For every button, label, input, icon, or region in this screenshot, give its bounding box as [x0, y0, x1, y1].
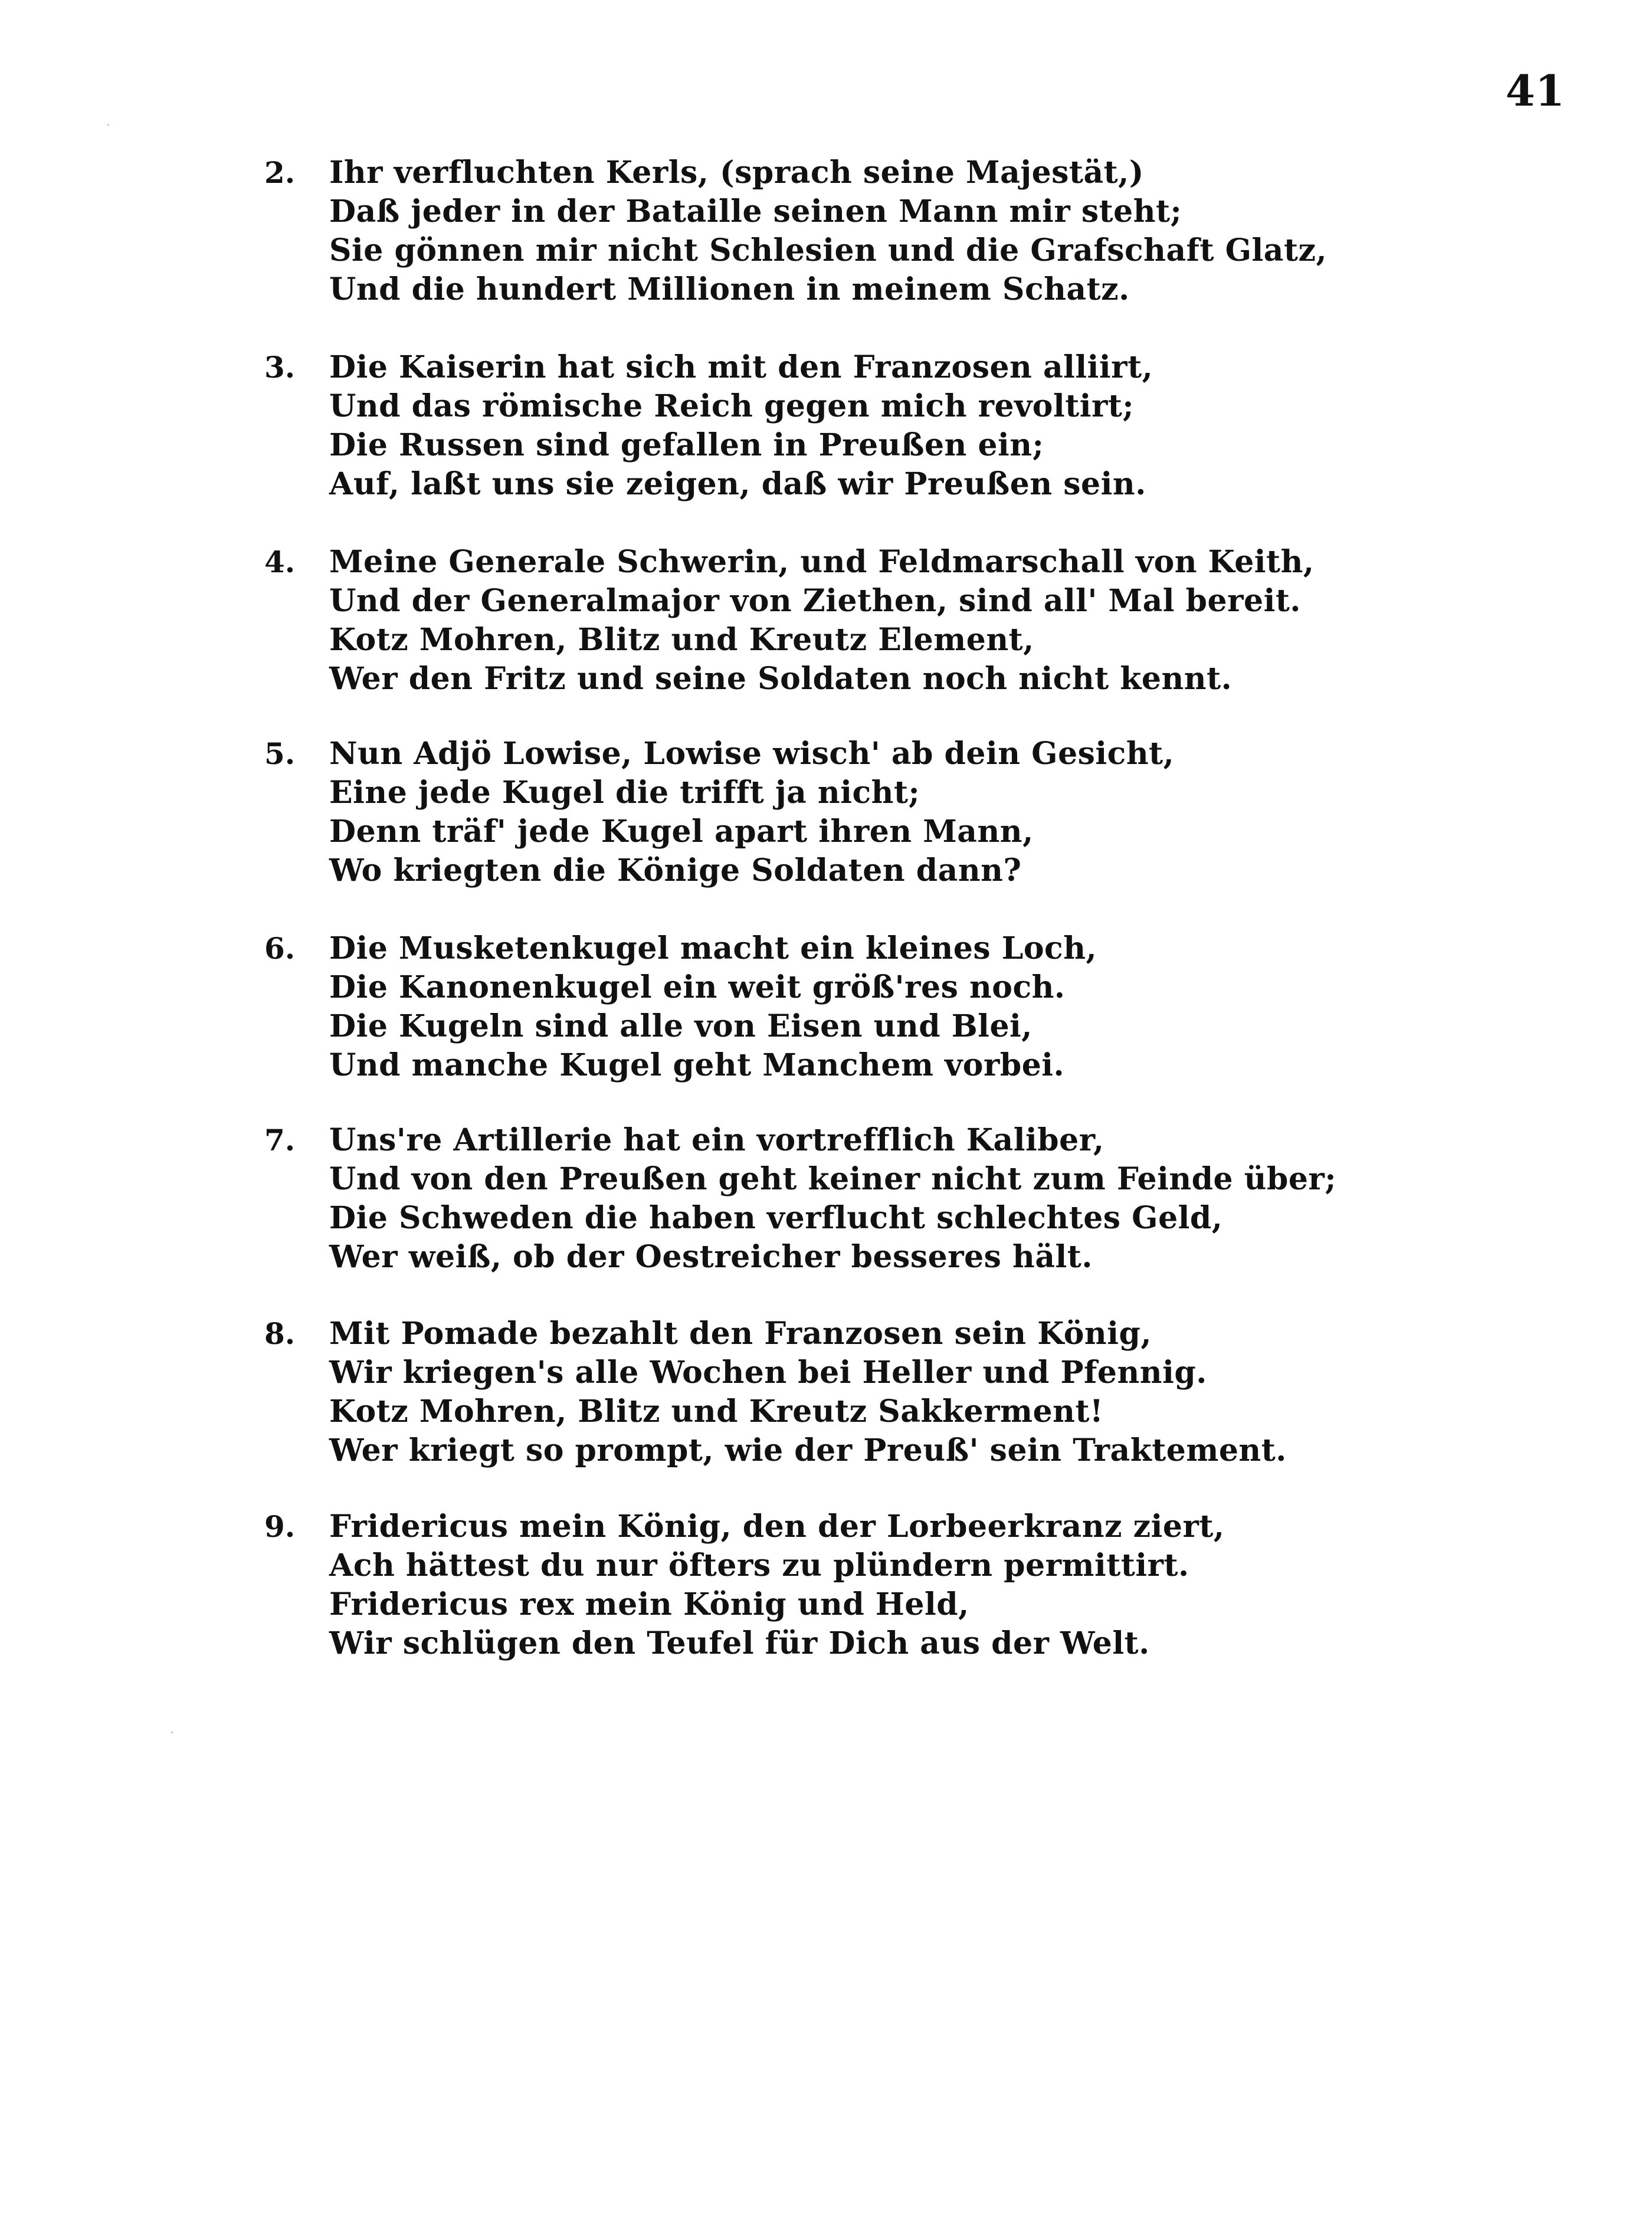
paper-speck [171, 1732, 173, 1733]
verse-line: Die Kugeln sind alle von Eisen und Blei, [329, 1008, 1032, 1044]
stanza-lines [329, 735, 1580, 890]
verse-line: Meine Generale Schwerin, und Feldmarschall von Keith, [329, 544, 1315, 580]
stanza-lines [329, 153, 1580, 309]
page-number: 41 [1505, 65, 1565, 116]
verse-line: Ach hättest du nur öfters zu plündern permittirt. [329, 1548, 1189, 1583]
verse-line: Die Kanonenkugel ein weit größ'res noch. [329, 969, 1066, 1005]
verse-line: Und das römische Reich gegen mich revoltirt; [329, 388, 1135, 424]
stanza-number: 6. [264, 931, 296, 966]
verse-line: Daß jeder in der Bataille seinen Mann mir steht; [329, 194, 1182, 229]
verse-line: Und die hundert Millionen in meinem Schatz. [329, 271, 1130, 307]
verse-line: Die Musketenkugel macht ein kleines Loch, [329, 930, 1097, 966]
verse-line: Fridericus mein König, den der Lorbeerkranz ziert, [329, 1509, 1225, 1545]
stanza-lines [329, 543, 1580, 699]
verse-line: Und der Generalmajor von Ziethen, sind all' Mal bereit. [329, 583, 1301, 619]
verse-line: Wo kriegten die Könige Soldaten dann? [329, 853, 1022, 889]
stanza-number: 8. [264, 1316, 296, 1351]
stanza-number: 9. [264, 1509, 296, 1544]
verse-line: Auf, laßt uns sie zeigen, daß wir Preußen sein. [329, 466, 1146, 502]
stanza-lines [329, 1507, 1580, 1663]
verse-line: Sie gönnen mir nicht Schlesien und die Grafschaft Glatz, [329, 232, 1328, 268]
verse-line: Wer kriegt so prompt, wie der Preuß' sein Traktement. [329, 1432, 1287, 1468]
verse-line: Wir schlügen den Teufel für Dich aus der Welt. [329, 1625, 1150, 1661]
verse-line: Kotz Mohren, Blitz und Kreutz Sakkerment! [329, 1394, 1104, 1430]
verse-line: Und von den Preußen geht keiner nicht zum Feinde über; [329, 1161, 1337, 1197]
stanza-number: 3. [264, 350, 296, 385]
stanza-lines [329, 1121, 1580, 1277]
stanza-lines [329, 929, 1580, 1085]
verse-line: Die Schweden die haben verflucht schlechtes Geld, [329, 1200, 1223, 1236]
stanza-number: 4. [264, 545, 296, 579]
verse-line: Wer weiß, ob der Oestreicher besseres hält. [329, 1239, 1093, 1275]
stanza-number: 7. [264, 1123, 296, 1158]
stanza-lines [329, 348, 1580, 504]
verse-line: Eine jede Kugel die trifft ja nicht; [329, 775, 920, 811]
verse-line: Die Kaiserin hat sich mit den Franzosen alliirt, [329, 349, 1153, 385]
verse-line: Wer den Fritz und seine Soldaten noch nicht kennt. [329, 661, 1233, 697]
verse-line: Nun Adjö Lowise, Lowise wisch' ab dein Gesicht, [329, 736, 1175, 772]
verse-line: Denn träf' jede Kugel apart ihren Mann, [329, 814, 1034, 850]
verse-line: Kotz Mohren, Blitz und Kreutz Element, [329, 622, 1034, 658]
stanza-lines [329, 1314, 1580, 1470]
stanza-number: 2. [264, 155, 296, 190]
verse-line: Uns're Artillerie hat ein vortrefflich Kaliber, [329, 1122, 1104, 1158]
verse-line: Fridericus rex mein König und Held, [329, 1586, 969, 1622]
verse-line: Ihr verfluchten Kerls, (sprach seine Majestät,) [329, 155, 1144, 191]
verse-line: Wir kriegen's alle Wochen bei Heller und Pfennig. [329, 1355, 1207, 1391]
verse-line: Mit Pomade bezahlt den Franzosen sein König, [329, 1316, 1152, 1352]
verse-line: Und manche Kugel geht Manchem vorbei. [329, 1047, 1065, 1083]
paper-speck [107, 124, 109, 126]
stanza-number: 5. [264, 736, 296, 771]
verse-line: Die Russen sind gefallen in Preußen ein; [329, 427, 1044, 463]
